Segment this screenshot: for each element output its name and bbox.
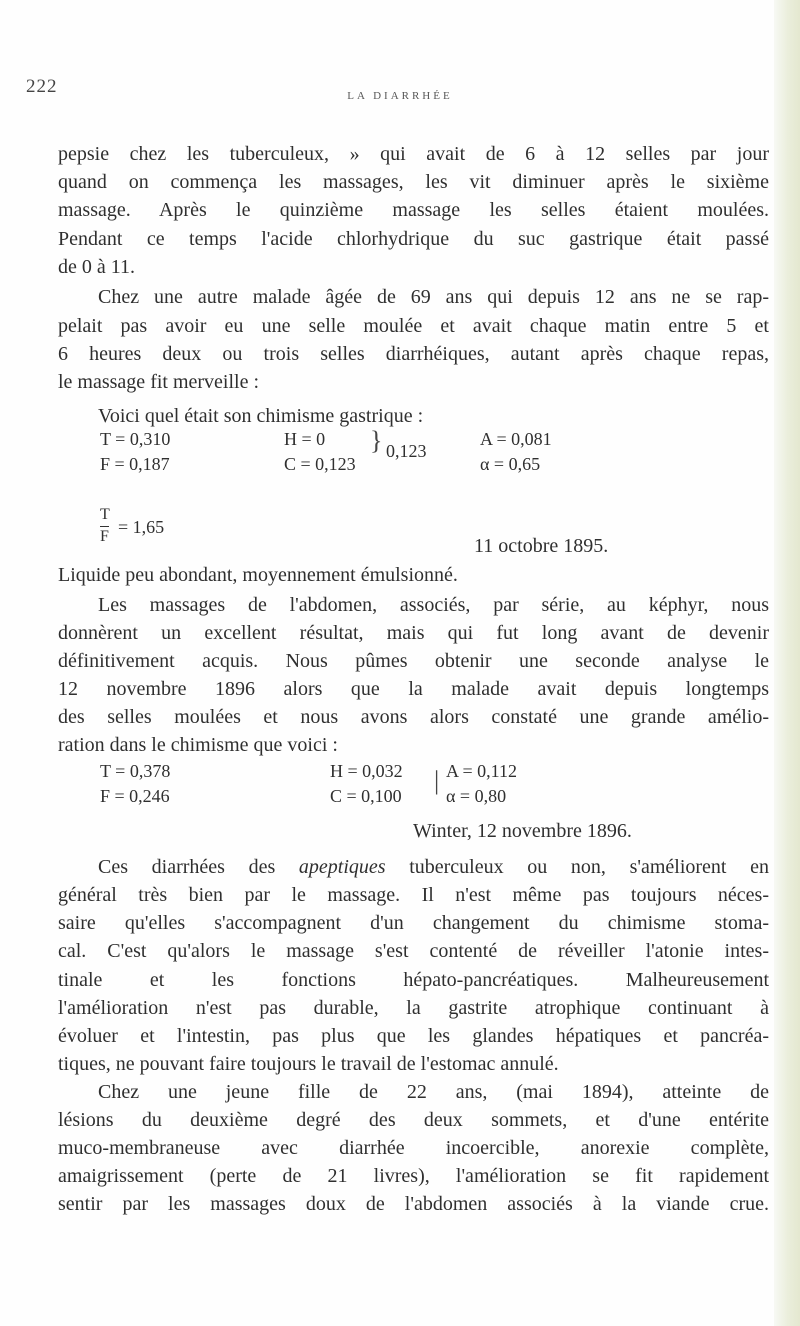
page-edge-shadow: [774, 0, 800, 1326]
page-number: 222: [26, 76, 58, 97]
text-line: définitivement acquis. Nous pûmes obtenir une seconde analyse le: [58, 650, 769, 672]
analysis-hc-sum: 0,123: [386, 441, 427, 461]
text-line: Liquide peu abondant, moyennement émulsionné.: [58, 564, 458, 586]
text-line: muco-membraneuse avec diarrhée incoercible, anorexie complète,: [58, 1137, 769, 1159]
text-span: tuberculeux ou non, s'améliorent en: [385, 856, 769, 878]
analysis-f-value: F = 0,187: [100, 454, 170, 474]
text-line: massage. Après le quinzième massage les selles étaient moulées.: [58, 199, 769, 221]
analysis-date: 11 octobre 1895.: [474, 535, 609, 557]
text-span: Ces diarrhées des: [98, 856, 299, 878]
text-line: saire qu'elles s'accompagnent d'un changement du chimisme stoma-: [58, 912, 769, 934]
text-line: de 0 à 11.: [58, 256, 136, 278]
text-line: général très bien par le massage. Il n'est même pas toujours néces-: [58, 884, 769, 906]
text-line: le massage fit merveille :: [58, 371, 260, 393]
text-line: Les massages de l'abdomen, associés, par série, au képhyr, nous: [98, 594, 769, 616]
text-line: Chez une jeune fille de 22 ans, (mai 1894), atteinte de: [98, 1081, 769, 1103]
analysis-c-value: C = 0,100: [330, 786, 402, 806]
analysis-t-value: T = 0,378: [100, 761, 171, 781]
analysis-alpha-value: α = 0,65: [480, 454, 541, 474]
text-line: pepsie chez les tuberculeux, » qui avait de 6 à 12 selles par jour: [58, 143, 769, 165]
middle-brace: |: [434, 766, 440, 795]
ratio-numerator: T: [100, 506, 110, 523]
text-line: Chez une autre malade âgée de 69 ans qui depuis 12 ans ne se rap-: [98, 286, 769, 308]
text-line: quand on commença les massages, les vit diminuer après le sixième: [58, 171, 769, 193]
text-line: sentir par les massages doux de l'abdomen associés à la viande crue.: [58, 1193, 769, 1215]
analysis-t-value: T = 0,310: [100, 429, 171, 449]
analysis-h-value: H = 0,032: [330, 761, 403, 781]
analysis-h-value: H = 0: [284, 429, 326, 449]
text-line: [98, 855, 769, 879]
text-line: Pendant ce temps l'acide chlorhydrique du suc gastrique était passé: [58, 228, 769, 250]
text-line: 12 novembre 1896 alors que la malade avait depuis longtemps: [58, 678, 769, 700]
analysis-f-value: F = 0,246: [100, 786, 170, 806]
text-line: ration dans le chimisme que voici :: [58, 734, 338, 756]
analysis-signature: Winter, 12 novembre 1896.: [413, 820, 632, 842]
text-line: évoluer et l'intestin, pas plus que les glandes hépatiques et pancréa-: [58, 1025, 769, 1047]
analysis-a-value: A = 0,112: [446, 761, 517, 781]
analysis-alpha-value: α = 0,80: [446, 786, 507, 806]
chimisme-intro: Voici quel était son chimisme gastrique :: [98, 405, 424, 427]
text-line: pelait pas avoir eu une selle moulée et avait chaque matin entre 5 et: [58, 315, 769, 337]
ratio-value: = 1,65: [118, 517, 165, 537]
text-line: tiques, ne pouvant faire toujours le travail de l'estomac annulé.: [58, 1053, 559, 1075]
analysis-c-value: C = 0,123: [284, 454, 356, 474]
text-line: cal. C'est qu'alors le massage s'est contenté de réveiller l'atonie intes-: [58, 940, 769, 962]
italic-term: apeptiques: [298, 856, 386, 878]
text-line: l'amélioration n'est pas durable, la gastrite atrophique continuant à: [58, 997, 769, 1019]
text-line: donnèrent un excellent résultat, mais qui fut long avant de devenir: [58, 622, 769, 644]
text-line: tinale et les fonctions hépato-pancréatiques. Malheureusement: [58, 969, 769, 991]
text-line: lésions du deuxième degré des deux sommets, et d'une entérite: [58, 1109, 769, 1131]
ratio-denominator: F: [100, 528, 109, 545]
text-line: des selles moulées et nous avons alors constaté une grande amélio-: [58, 706, 769, 728]
left-brace: }: [370, 426, 383, 455]
text-line: 6 heures deux ou trois selles diarrhéiques, autant après chaque repas,: [58, 343, 769, 365]
text-line: amaigrissement (perte de 21 livres), l'amélioration se fit rapidement: [58, 1165, 769, 1187]
analysis-a-value: A = 0,081: [480, 429, 552, 449]
running-title: LA DIARRHÉE: [347, 90, 453, 102]
